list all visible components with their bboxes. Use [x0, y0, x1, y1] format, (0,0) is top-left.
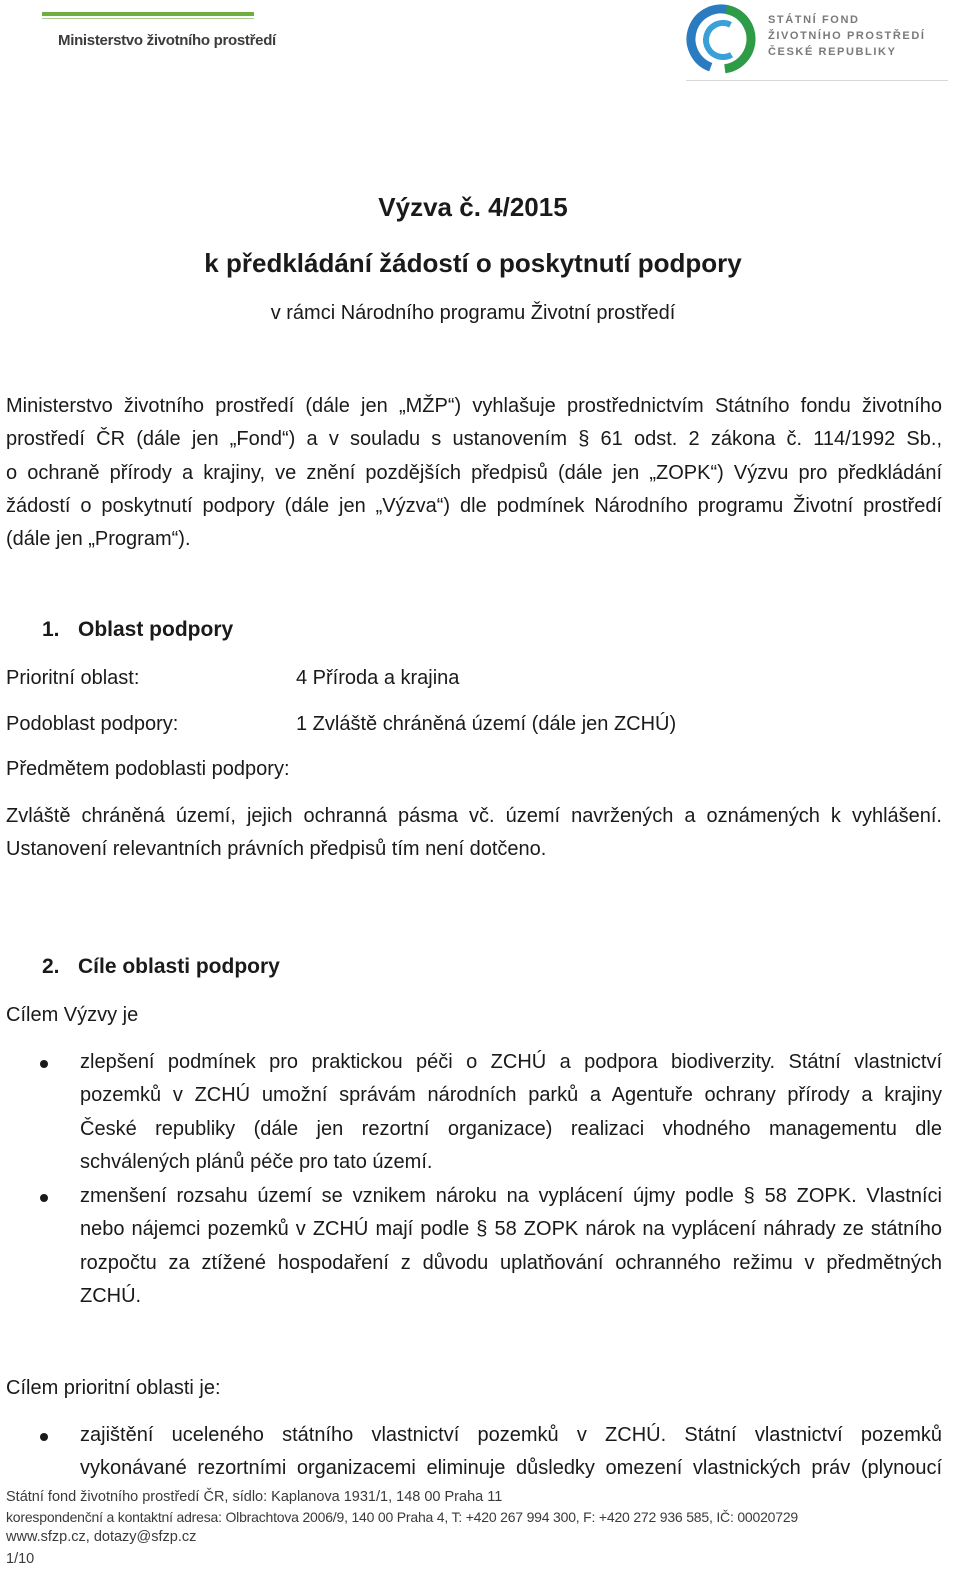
goal-bullet-line: zlepšení podmínek pro praktickou péči o ZCHÚ a podpora biodiverzity. Státní vlastnictví: [80, 1051, 942, 1073]
goal-bullet-item: [80, 1180, 942, 1313]
intro-line: prostředí ČR (dále jen „Fond“) a v souladu s ustanovením § 61 odst. 2 zákona č. 114/1992 Sb.,: [6, 428, 942, 451]
footer-contact: korespondenční a kontaktní adresa: Olbrachtova 2006/9, 140 00 Praha 4, T: +420 267 994 300, F: +420 272 936 585, IČ: 00020729: [6, 1509, 799, 1525]
subject-paragraph: [6, 800, 942, 867]
priority-bullet-line: zajištění uceleného státního vlastnictví pozemků v ZCHÚ. Státní vlastnictví pozemků: [80, 1424, 942, 1446]
subarea-label: Podoblast podpory:: [6, 713, 179, 735]
section-2-number: 2.: [42, 955, 60, 978]
goal-bullet-line: ZCHÚ.: [80, 1284, 142, 1307]
section-1-number: 1.: [42, 618, 60, 641]
intro-line: žádostí o poskytnutí podpory (dále jen „Výzva“) dle podmínek Národního programu Životní prostředí: [6, 494, 942, 517]
subarea-value: 1 Zvláště chráněná území (dále jen ZCHÚ): [296, 713, 677, 735]
subject-label: Předmětem podoblasti podpory:: [6, 758, 290, 780]
mzp-logo-stripe: [42, 12, 254, 16]
priority-area-label: Prioritní oblast:: [6, 667, 140, 689]
intro-line: o ochraně přírody a krajiny, ve znění pozdějších předpisů (dále jen „ZOPK“) Výzvu pro předkládání: [6, 461, 942, 484]
sfzp-logo-line: ŽIVOTNÍHO PROSTŘEDÍ: [768, 30, 926, 42]
goal-bullet-item: [80, 1046, 942, 1179]
sfzp-logo: [686, 2, 948, 82]
footer-address: Státní fond životního prostředí ČR, sídlo: Kaplanova 1931/1, 148 00 Praha 11: [6, 1489, 503, 1505]
goal-bullet-line: pozemků v ZCHÚ umožní správám národních parků a Agentuře ochrany přírody a krajiny: [80, 1084, 942, 1107]
page-number: 1/10: [6, 1551, 35, 1567]
goal-bullet-line: České republiky (dále jen rezortní organizace) realizaci vhodného managementu dle: [80, 1117, 942, 1140]
section-1-title: Oblast podpory: [78, 618, 234, 641]
sfzp-logo-divider: [686, 80, 948, 81]
subject-line: Ustanovení relevantních právních předpisů tím není dotčeno.: [6, 838, 547, 861]
sfzp-logo-mark-icon: [686, 4, 756, 74]
bullet-icon: [40, 1433, 48, 1441]
priority-goals-intro: Cílem prioritní oblasti je:: [6, 1377, 221, 1399]
mzp-logo-text: Ministerstvo životního prostředí: [58, 32, 276, 49]
priority-bullet-line: vykonávané rezortními organizacemi eliminuje důsledky omezení vlastnických práv (plynoucí: [80, 1457, 942, 1480]
sfzp-logo-line: ČESKÉ REPUBLIKY: [768, 46, 897, 58]
intro-paragraph: [6, 390, 942, 556]
goal-bullet-line: schválených plánů péče pro tato území.: [80, 1150, 433, 1173]
section-2-title: Cíle oblasti podpory: [78, 955, 280, 978]
call-subtitle: k předkládání žádostí o poskytnutí podpory: [204, 248, 742, 278]
goal-bullet-line: rozpočtu za ztížené hospodaření z důvodu uplatňování ochranného režimu v předmětných: [80, 1251, 942, 1274]
intro-line: Ministerstvo životního prostředí (dále jen „MŽP“) vyhlašuje prostřednictvím Státního fondu životního: [6, 395, 942, 417]
sfzp-logo-text: [768, 12, 926, 60]
bullet-icon: [40, 1194, 48, 1202]
sfzp-logo-line: STÁTNÍ FOND: [768, 14, 860, 26]
subject-line: Zvláště chráněná území, jejich ochranná pásma vč. území navržených a oznámených k vyhlášení.: [6, 805, 942, 827]
priority-bullet-item: [80, 1419, 942, 1486]
mzp-logo-stripe-thin: [42, 18, 254, 19]
program-subtitle: v rámci Národního programu Životní prostředí: [270, 302, 676, 324]
call-title: Výzva č. 4/2015: [378, 192, 568, 222]
footer-web: www.sfzp.cz, dotazy@sfzp.cz: [6, 1529, 197, 1545]
goals-intro: Cílem Výzvy je: [6, 1004, 139, 1026]
intro-line: (dále jen „Program“).: [6, 528, 191, 551]
mzp-logo: [42, 12, 276, 60]
bullet-icon: [40, 1060, 48, 1068]
goal-bullet-line: zmenšení rozsahu území se vznikem nároku na vyplácení újmy podle § 58 ZOPK. Vlastníci: [80, 1185, 942, 1207]
priority-area-value: 4 Příroda a krajina: [296, 667, 460, 689]
goal-bullet-line: nebo nájemci pozemků v ZCHÚ mají podle § 58 ZOPK nárok na vyplácení náhrady ze státního: [80, 1218, 942, 1241]
